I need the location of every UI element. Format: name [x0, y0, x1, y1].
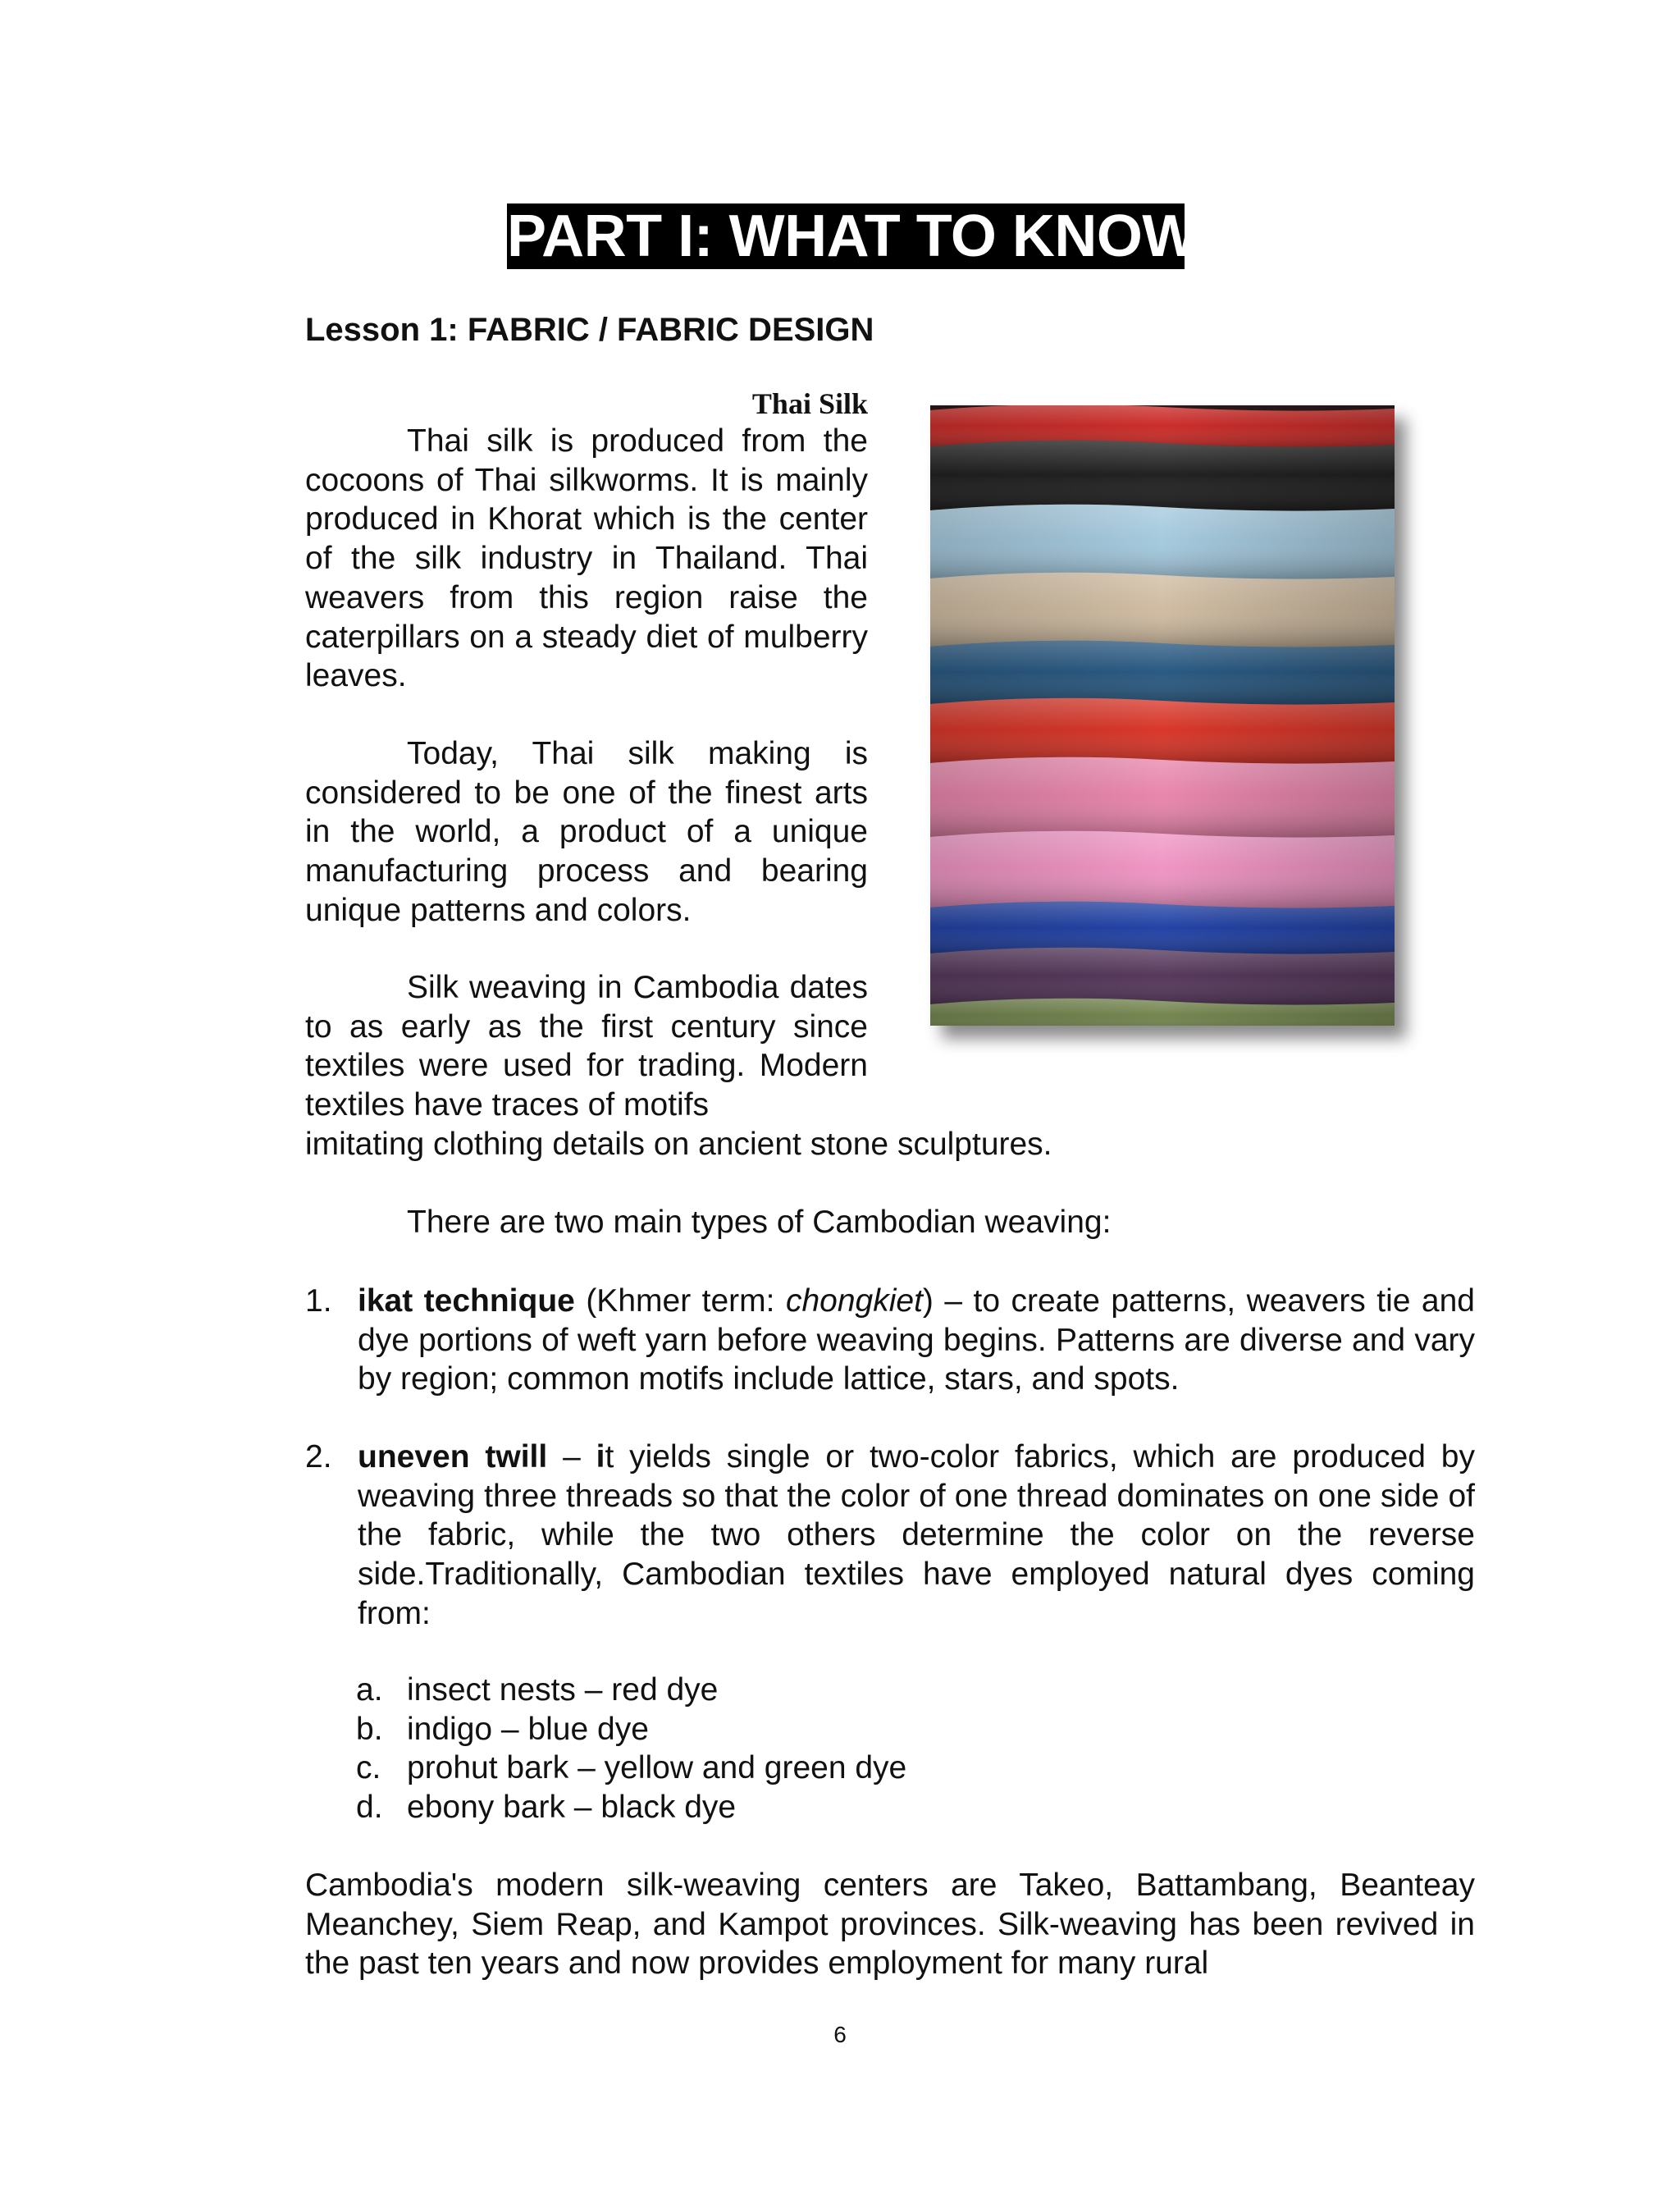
dye-letter: b.	[356, 1711, 383, 1747]
list-number: 2.	[305, 1439, 332, 1474]
list-text: ) – to create patterns, weavers tie and dye portions of weft yarn before weaving begins. Patterns are diverse and vary by region; common motifs include lattice, stars, and spots.	[358, 1283, 1475, 1397]
list-text: t yields single or two-color fabrics, which are produced by weaving three threads so that the color of one thread dominates on one side of the fabric, while the two others determine the color on the reverse side.Traditionally, Cambodian textiles have employed natural dyes coming from:	[358, 1439, 1475, 1631]
term-chongkiet: chongkiet	[785, 1283, 923, 1319]
list-text: (Khmer term:	[574, 1283, 786, 1319]
paragraph-silk-centers: Cambodia's modern silk-weaving centers are Takeo, Battambang, Beanteay Meanchey, Siem Reap, and Kampot provinces. Silk-weaving has been revived in the past ten years and now provides employment for many rural	[305, 1868, 1475, 1982]
term-ikat: ikat technique	[358, 1283, 575, 1319]
dye-item-d	[356, 1788, 736, 1827]
paragraph-text: Today, Thai silk making is considered to be one of the finest arts in the world, a product of a unique manufacturing process and bearing unique patterns and colors.	[305, 736, 868, 928]
list-number: 1.	[305, 1283, 332, 1319]
dye-text: insect nests – red dye	[407, 1672, 719, 1708]
list-item-ikat	[305, 1282, 1475, 1399]
stacked-silk-fabrics-photo	[930, 405, 1395, 1026]
dye-text: prohut bark – yellow and green dye	[407, 1750, 907, 1786]
dye-letter: c.	[356, 1750, 381, 1786]
term-uneven-twill: uneven twill	[358, 1439, 548, 1474]
dye-item-b	[356, 1710, 649, 1749]
paragraph-thai-silk	[305, 422, 868, 696]
dye-letter: d.	[356, 1790, 383, 1826]
list-text-bold: i	[596, 1439, 605, 1474]
list-item-uneven-twill	[305, 1438, 1475, 1634]
paragraph-cambodia-last-line: imitating clothing details on ancient stone sculptures.	[305, 1127, 1052, 1162]
list-text: –	[547, 1439, 596, 1474]
list-item-body	[358, 1282, 1475, 1399]
list-item-body	[358, 1438, 1475, 1634]
paragraph-text: Thai silk is produced from the cocoons of Thai silkworms. It is mainly produced in Khorat which is the center of the silk industry in Thailand. Thai weavers from this region raise the caterpillars on a steady diet of mulberry leaves.	[305, 423, 868, 694]
dye-item-a	[356, 1671, 718, 1710]
dye-letter: a.	[356, 1672, 383, 1708]
paragraph-text: Silk weaving in Cambodia dates to as early as the first century since textiles were used for trading. Modern textiles have traces of motifs	[305, 970, 868, 1123]
dye-item-c	[356, 1749, 906, 1788]
image-caption: Thai Silk	[751, 387, 868, 420]
page-number: 6	[833, 2022, 847, 2047]
lesson-title: Lesson 1: FABRIC / FABRIC DESIGN	[305, 312, 874, 348]
dye-text: ebony bark – black dye	[407, 1790, 737, 1826]
dye-text: indigo – blue dye	[407, 1711, 649, 1747]
part-title: PART I: WHAT TO KNOW	[507, 203, 1198, 269]
paragraph-cambodia	[305, 968, 868, 1125]
paragraph-weaving-types: There are two main types of Cambodian weaving:	[407, 1205, 1112, 1240]
paragraph-today	[305, 734, 868, 930]
